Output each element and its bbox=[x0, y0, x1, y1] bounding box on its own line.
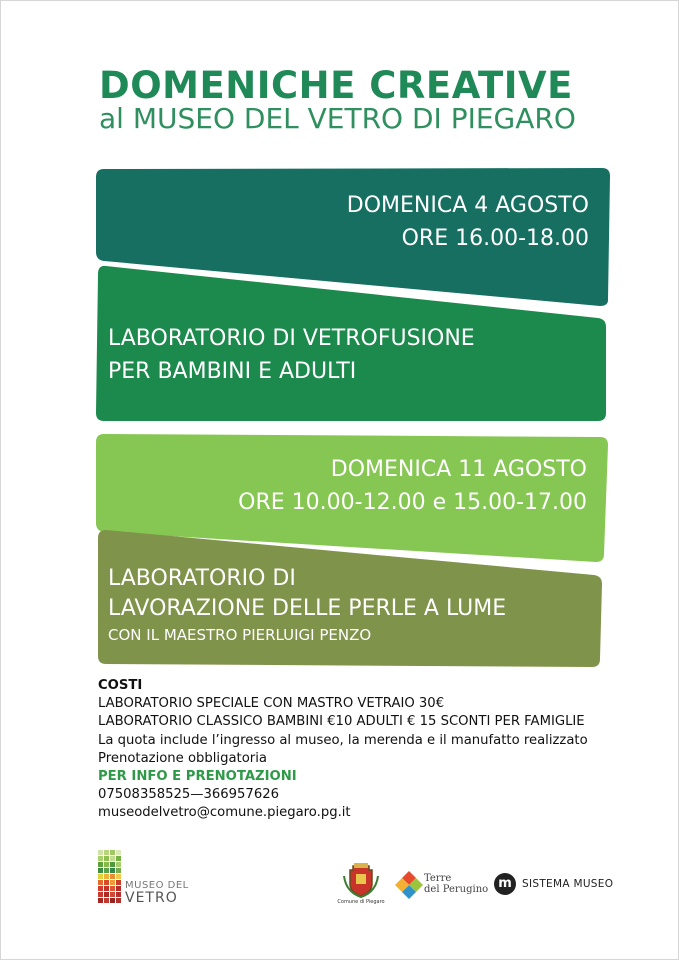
booking-required: Prenotazione obbligatoria bbox=[98, 750, 267, 766]
sistema-museo-label: SISTEMA MUSEO bbox=[522, 878, 614, 890]
cost-line-special: LABORATORIO SPECIALE CON MASTRO VETRAIO 30€ bbox=[98, 696, 445, 712]
costs-heading: COSTI bbox=[98, 678, 143, 693]
band-2-title: LABORATORIO DI VETROFUSIONE bbox=[108, 326, 475, 351]
phone-numbers: 07508358525—366957626 bbox=[98, 787, 279, 803]
info-section bbox=[98, 677, 658, 823]
mosaic-icon bbox=[98, 850, 122, 904]
cost-line-classic: LABORATORIO CLASSICO BAMBINI €10 ADULTI € 15 SCONTI PER FAMIGLIE bbox=[98, 714, 585, 730]
sistema-museo-logo bbox=[494, 873, 614, 897]
museo-logo-text-bottom: VETRO bbox=[125, 890, 178, 906]
band-3-time: ORE 10.00-12.00 e 15.00-17.00 bbox=[238, 490, 587, 515]
band-4-teacher: CON IL MAESTRO PIERLUIGI PENZO bbox=[108, 626, 372, 644]
terre-label-bottom: del Perugino bbox=[424, 884, 489, 895]
band-4-title: LABORATORIO DI bbox=[108, 566, 296, 591]
museo-del-vetro-logo bbox=[98, 850, 189, 906]
info-heading: PER INFO E PRENOTAZIONI bbox=[98, 769, 297, 785]
cost-includes: La quota include l’ingresso al museo, la merenda e il manufatto realizzato bbox=[98, 732, 588, 748]
terre-label-top: Terre bbox=[424, 873, 452, 884]
diamond-icon bbox=[394, 870, 424, 900]
email-address[interactable]: museodelvetro@comune.piegaro.pg.it bbox=[98, 805, 351, 821]
poster-title: DOMENICHE CREATIVE bbox=[99, 64, 573, 107]
band-4-subtitle: LAVORAZIONE DELLE PERLE A LUME bbox=[108, 596, 507, 621]
comune-di-piegaro-logo bbox=[336, 862, 386, 910]
terre-del-perugino-logo bbox=[394, 868, 489, 902]
band-3-date: DOMENICA 11 AGOSTO bbox=[330, 457, 587, 482]
poster-subtitle: al MUSEO DEL VETRO DI PIEGARO bbox=[99, 102, 576, 135]
band-2-audience: PER BAMBINI E ADULTI bbox=[108, 359, 357, 384]
coat-of-arms-icon bbox=[336, 862, 386, 898]
comune-label: Comune di Piegaro bbox=[337, 899, 385, 905]
sistema-museo-icon: m bbox=[494, 873, 516, 895]
band-1-time: ORE 16.00-18.00 bbox=[401, 226, 589, 251]
museo-logo-text-top: MUSEO DEL bbox=[125, 880, 189, 891]
band-1-date: DOMENICA 4 AGOSTO bbox=[346, 193, 589, 218]
